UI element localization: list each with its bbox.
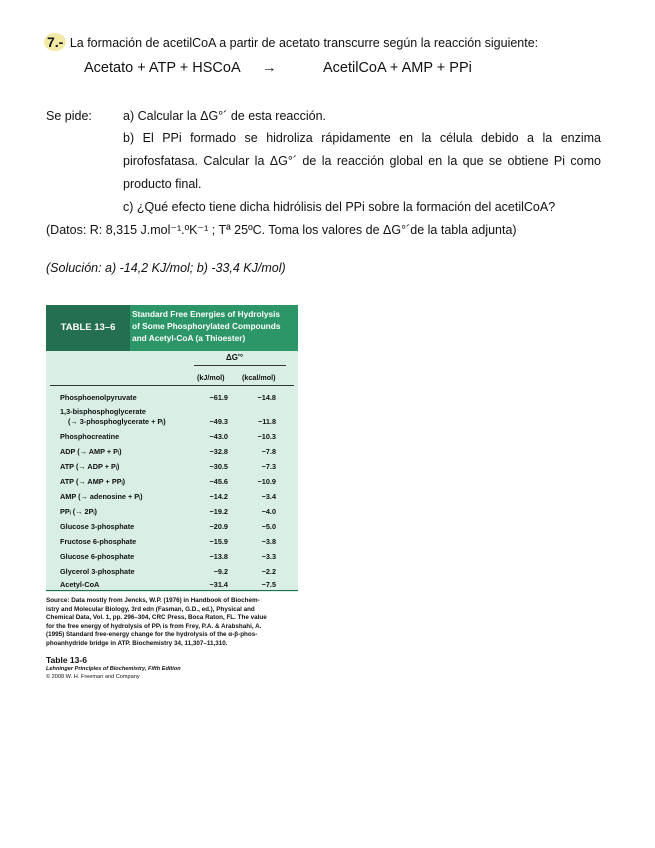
reaction-arrow: → bbox=[262, 60, 277, 76]
delta-g-rule bbox=[194, 365, 286, 366]
row-kcal: −2.2 bbox=[261, 567, 276, 576]
row-kcal: −3.3 bbox=[261, 552, 276, 561]
table-title bbox=[132, 308, 296, 344]
row-name: Acetyl-CoA bbox=[60, 580, 100, 589]
source-line: for the free energy of hydrolysis of PPᵢ is from Frey, P.A. & Arabshahi, A. bbox=[46, 622, 262, 630]
data-note: (Datos: R: 8,315 J.mol⁻¹.ºK⁻¹ ; Tª 25ºC. Toma los valores de ΔG°´de la tabla adjunta) bbox=[46, 223, 517, 237]
row-kcal: −10.9 bbox=[257, 477, 276, 486]
row-name: (→ 3-phosphoglycerate + Pᵢ) bbox=[68, 417, 166, 426]
row-kcal: −14.8 bbox=[257, 393, 276, 402]
table-caption-book: Lehninger Principles of Biochemistry, Fifth Edition bbox=[46, 666, 181, 672]
row-name: Glucose 3-phosphate bbox=[60, 522, 135, 531]
row-name: PPᵢ (→ 2Pᵢ) bbox=[60, 507, 97, 516]
row-kcal: −11.8 bbox=[257, 417, 276, 426]
row-kcal: −3.8 bbox=[261, 537, 276, 546]
table-title-line1: Standard Free Energies of Hydrolysis bbox=[132, 309, 281, 319]
row-kj: −30.5 bbox=[209, 462, 228, 471]
header-rule bbox=[50, 385, 294, 386]
reaction-left: Acetato + ATP + HSCoA bbox=[84, 60, 241, 76]
row-kj: −14.2 bbox=[209, 492, 228, 501]
table-bottom-rule bbox=[46, 590, 298, 591]
table-title-line2: of Some Phosphorylated Compounds bbox=[132, 321, 281, 331]
row-name: Glucose 6-phosphate bbox=[60, 552, 135, 561]
free-energy-table bbox=[46, 305, 298, 592]
row-kj: −19.2 bbox=[209, 507, 228, 516]
problem-header bbox=[44, 33, 538, 51]
unit-kj-header: (kJ/mol) bbox=[197, 373, 225, 382]
table-source-note bbox=[46, 597, 298, 649]
problem-statement: La formación de acetilCoA a partir de acetato transcurre según la reacción siguiente: bbox=[69, 36, 539, 50]
row-name: 1,3-bisphosphoglycerate bbox=[60, 407, 146, 416]
row-kj: −13.8 bbox=[209, 552, 228, 561]
row-name: Glycerol 3-phosphate bbox=[60, 567, 135, 576]
row-kcal: −7.3 bbox=[261, 462, 276, 471]
table-header-bar bbox=[46, 305, 298, 351]
row-name: ATP (→ ADP + Pᵢ) bbox=[60, 462, 120, 471]
unit-kcal-header: (kcal/mol) bbox=[242, 373, 276, 382]
row-kcal: −3.4 bbox=[261, 492, 276, 501]
table-caption-copyright: © 2008 W. H. Freeman and Company bbox=[46, 674, 140, 680]
row-kcal: −7.8 bbox=[261, 447, 276, 456]
row-name: Phosphoenolpyruvate bbox=[60, 393, 137, 402]
row-kj: −9.2 bbox=[213, 567, 228, 576]
row-kj: −32.8 bbox=[209, 447, 228, 456]
problem-number: 7.- bbox=[44, 33, 66, 51]
row-kj: −61.9 bbox=[209, 393, 228, 402]
question-a: a) Calcular la ΔG°´ de esta reacción. bbox=[123, 109, 327, 123]
row-name: ADP (→ AMP + Pᵢ) bbox=[60, 447, 122, 456]
row-kj: −49.3 bbox=[209, 417, 228, 426]
table-title-line3: and Acetyl-CoA (a Thioester) bbox=[132, 333, 246, 343]
se-pide-label: Se pide: bbox=[46, 109, 92, 123]
row-kj: −45.6 bbox=[209, 477, 228, 486]
row-kcal: −10.3 bbox=[257, 432, 276, 441]
solution-note: (Solución: a) -14,2 KJ/mol; b) -33,4 KJ/mol) bbox=[46, 261, 286, 275]
row-name: ATP (→ AMP + PPᵢ) bbox=[60, 477, 126, 486]
delta-g-header: ΔG′° bbox=[226, 353, 244, 362]
question-c: c) ¿Qué efecto tiene dicha hidrólisis del PPi sobre la formación del acetilCoA? bbox=[123, 200, 556, 214]
row-kj: −20.9 bbox=[209, 522, 228, 531]
question-b-line3: producto final. bbox=[123, 177, 202, 191]
table-caption-title: Table 13-6 bbox=[46, 655, 87, 665]
reaction-right: AcetilCoA + AMP + PPi bbox=[323, 60, 472, 76]
source-line: phoanhydride bridge in ATP. Biochemistry 34, 11,307–11,310. bbox=[46, 639, 228, 647]
row-kcal: −7.5 bbox=[261, 580, 276, 589]
row-name: Fructose 6-phosphate bbox=[60, 537, 137, 546]
question-b-line1: b) El PPi formado se hidroliza rápidamente en la célula debido a la enzima bbox=[123, 131, 601, 145]
source-line: istry and Molecular Biology, 3rd edn (Fasman, G.D., ed.), Physical and bbox=[46, 605, 255, 613]
row-kj: −15.9 bbox=[209, 537, 228, 546]
source-line: (1995) Standard free-energy change for the hydrolysis of the α-β-phos- bbox=[46, 631, 258, 639]
question-b-line2: pirofosfatasa. Calcular la ΔG°´ de la reacción global en la que se obtiene Pi como bbox=[123, 154, 601, 168]
row-kcal: −4.0 bbox=[261, 507, 276, 516]
table-label: TABLE 13–6 bbox=[46, 305, 130, 351]
row-name: AMP (→ adenosine + Pᵢ) bbox=[60, 492, 143, 501]
row-name: Phosphocreatine bbox=[60, 432, 120, 441]
row-kj: −43.0 bbox=[209, 432, 228, 441]
row-kcal: −5.0 bbox=[261, 522, 276, 531]
source-line: Source: Data mostly from Jencks, W.P. (1976) in Handbook of Biochem- bbox=[46, 597, 260, 604]
source-line: Chemical Data, Vol. 1, pp. 296–304, CRC Press, Boca Raton, FL. The value bbox=[46, 614, 267, 622]
row-kj: −31.4 bbox=[209, 580, 228, 589]
